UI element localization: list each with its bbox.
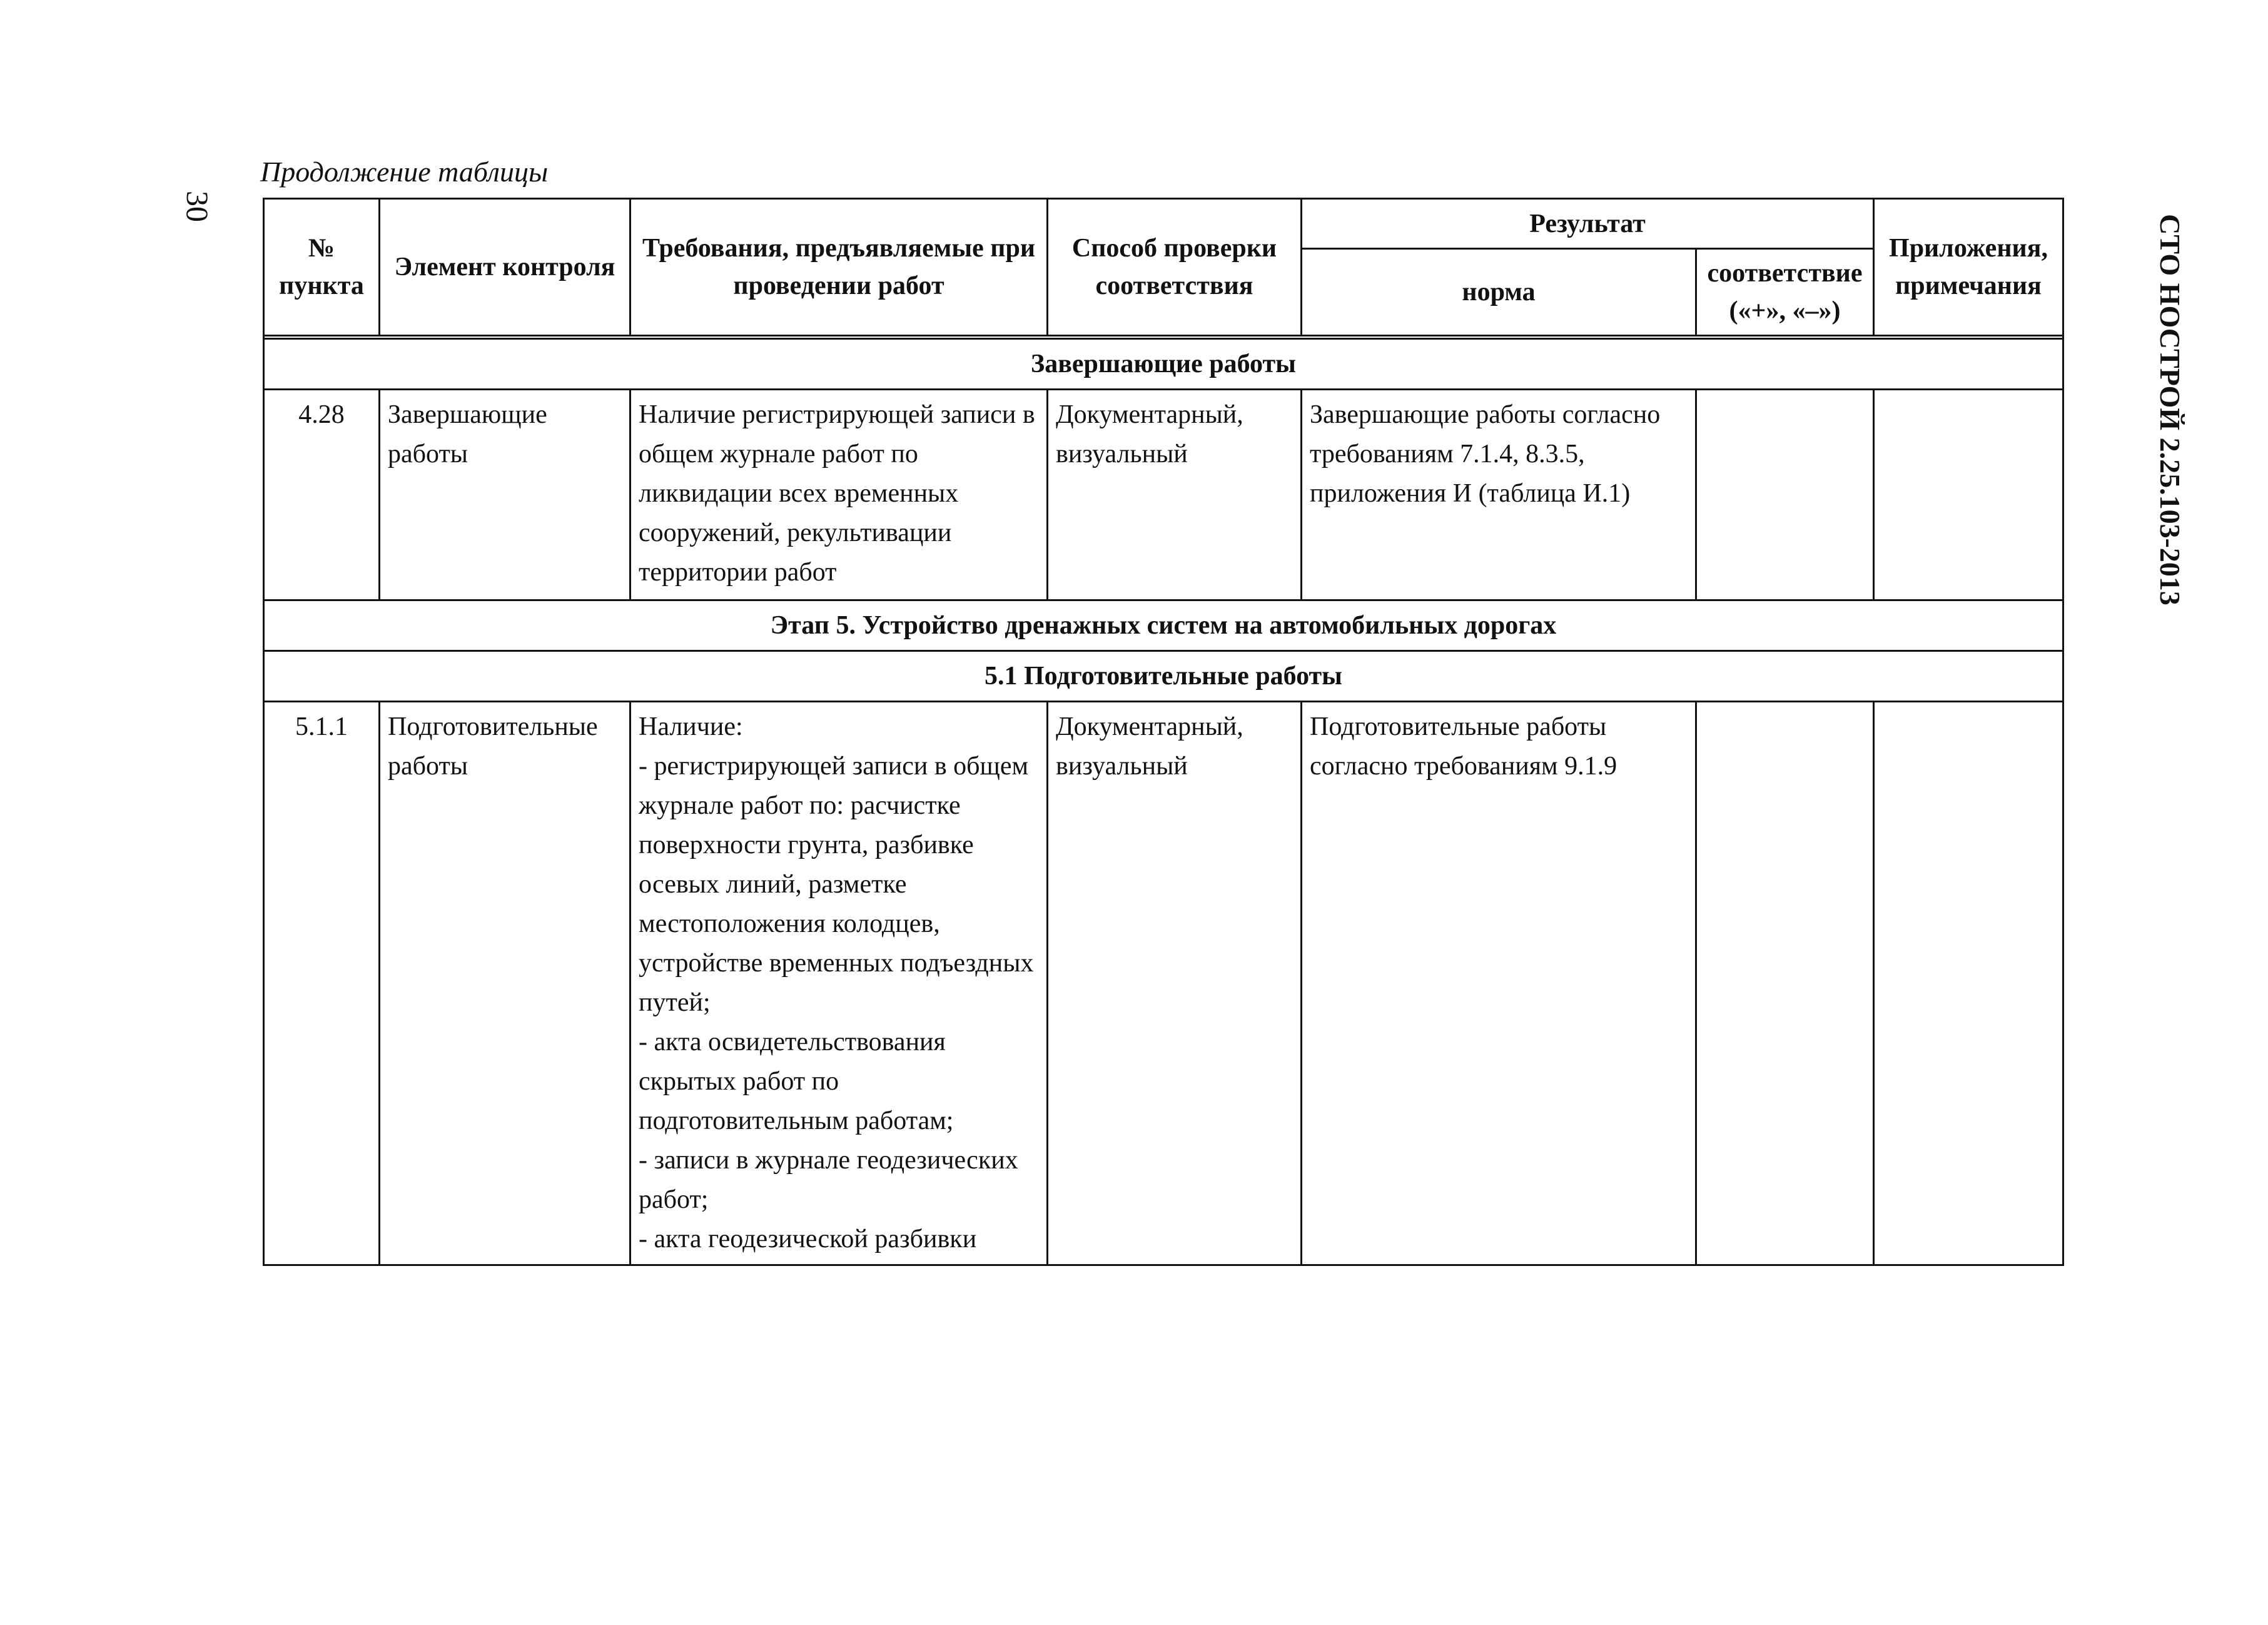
cell-method: Документарный, визуальный (1048, 702, 1302, 1265)
header-element: Элемент контроля (380, 199, 630, 336)
table-row (264, 390, 2063, 600)
header-notes: Приложения, примечания (1874, 199, 2063, 336)
table-row (264, 702, 2063, 1265)
cell-norm: Подготовительные работы согласно требованиям 9.1.9 (1302, 702, 1696, 1265)
cell-method: Документарный, визуальный (1048, 390, 1302, 600)
cell-requirements: Наличие: - регистрирующей записи в общем журнале работ по: расчистке поверхности грунта, разбивке осевых линий, разметке местоположения колодцев, устройстве временных подъездных путей; - акта освидетельствования скрытых работ по подготовительным работам; - записи в журнале геодезических работ; - акта геодезической разбивки (630, 702, 1048, 1265)
cell-num: 5.1.1 (264, 702, 380, 1265)
header-num: № пункта (264, 199, 380, 336)
cell-notes (1874, 390, 2063, 600)
header-result: Результат (1302, 199, 1874, 249)
page-number: 30 (180, 191, 215, 222)
cell-notes (1874, 702, 2063, 1265)
header-norm: норма (1302, 249, 1696, 336)
cell-num: 4.28 (264, 390, 380, 600)
header-method: Способ проверки соответствия (1048, 199, 1302, 336)
header-row (264, 199, 2063, 249)
header-requirements: Требования, предъявляемые при проведении работ (630, 199, 1048, 336)
section-title: Завершающие работы (264, 339, 2063, 390)
section-title: Этап 5. Устройство дренажных систем на автомобильных дорогах (264, 600, 2063, 651)
subsection-row (264, 651, 2063, 702)
section-row (264, 600, 2063, 651)
subsection-title: 5.1 Подготовительные работы (264, 651, 2063, 702)
inspection-table (263, 198, 2064, 1266)
cell-compliance (1696, 702, 1874, 1265)
cell-compliance (1696, 390, 1874, 600)
header-compliance: соответствие («+», «–») (1696, 249, 1874, 336)
cell-element: Подготовительные работы (380, 702, 630, 1265)
cell-norm: Завершающие работы согласно требованиям 7.1.4, 8.3.5, приложения И (таблица И.1) (1302, 390, 1696, 600)
continuation-caption: Продолжение таблицы (260, 156, 549, 188)
cell-requirements: Наличие регистрирующей записи в общем журнале работ по ликвидации всех временных сооружений, рекультивации территории работ (630, 390, 1048, 600)
cell-element: Завершающие работы (380, 390, 630, 600)
section-row (264, 339, 2063, 390)
document-code: СТО НОСТРОЙ 2.25.103-2013 (2154, 214, 2187, 605)
